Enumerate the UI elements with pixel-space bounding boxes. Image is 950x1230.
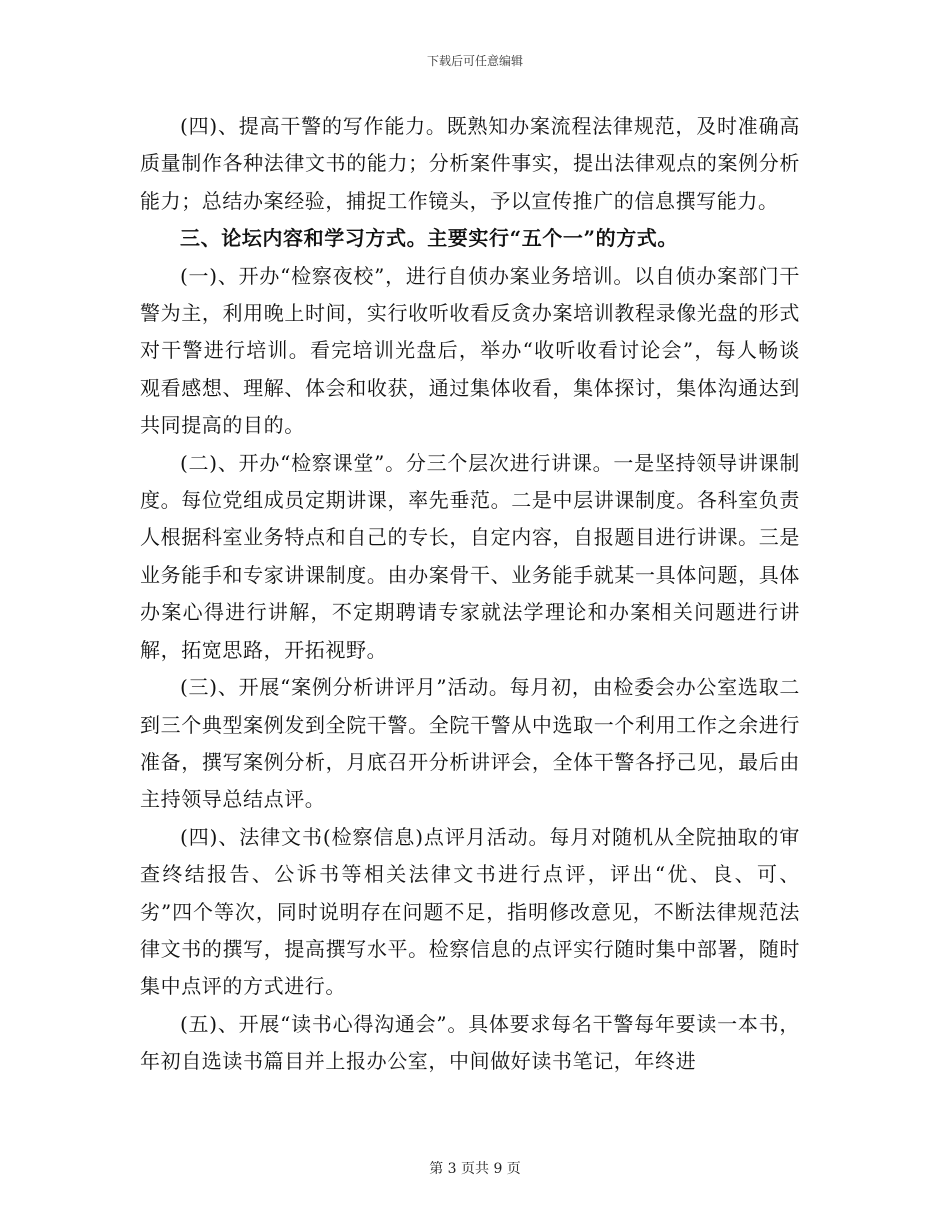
paragraph-classroom: (二)、开办“检察课堂”。分三个层次进行讲课。一是坚持领导讲课制度。每位党组成员定期讲课，率先垂范。二是中层讲课制度。各科室负责人根据科室业务特点和自己的专长，自定内容，自报题目进行讲课。三是业务能手和专家讲课制度。由办案骨干、业务能手就某一具体问题，具体办案心得进行讲解，不定期聘请专家就法学理论和办案相关问题进行讲解，拓宽思路，开拓视野。 [140,450,800,662]
section-heading-forum-content: 三、论坛内容和学习方式。主要实行“五个一”的方式。 [180,226,679,251]
paragraph-legal-document-review: (四)、法律文书(检察信息)点评月活动。每月对随机从全院抽取的审查终结报告、公诉书等相关法律文书进行点评，评出“优、良、可、劣”四个等次，同时说明存在问题不足，指明修改意见，不断法律规范法律文书的撰写，提高撰写水平。检察信息的点评实行随时集中部署，随时集中点评的方式进行。 [140,824,800,999]
document-body [140,108,800,1081]
paragraph-reading-meeting: (五)、开展“读书心得沟通会”。具体要求每名干警每年要读一本书，年初自选读书篇目并上报办公室，中间做好读书笔记，年终进 [140,1011,800,1074]
header-note: 下载后可任意编辑 [426,54,523,68]
paragraph-writing-ability: (四)、提高干警的写作能力。既熟知办案流程法律规范，及时准确高质量制作各种法律文书的能力；分析案件事实，提出法律观点的案例分析能力；总结办案经验，捕捉工作镜头，予以宣传推广的信息撰写能力。 [140,114,800,213]
page-number: 第 3 页共 9 页 [429,1161,521,1177]
paragraph-night-school: (一)、开办“检察夜校”，进行自侦办案业务培训。以自侦办案部门干警为主，利用晚上时间，实行收听收看反贪办案培训教程录像光盘的形式对干警进行培训。看完培训光盘后，举办“收听收看讨论会”，每人畅谈观看感想、理解、体会和收获，通过集体收看，集体探讨，集体沟通达到共同提高的目的。 [140,263,800,438]
paragraph-case-analysis-month: (三)、开展“案例分析讲评月”活动。每月初，由检委会办公室选取二到三个典型案例发到全院干警。全院干警从中选取一个利用工作之余进行准备，撰写案例分析，月底召开分析讲评会，全体干警各抒己见，最后由主持领导总结点评。 [140,675,800,812]
